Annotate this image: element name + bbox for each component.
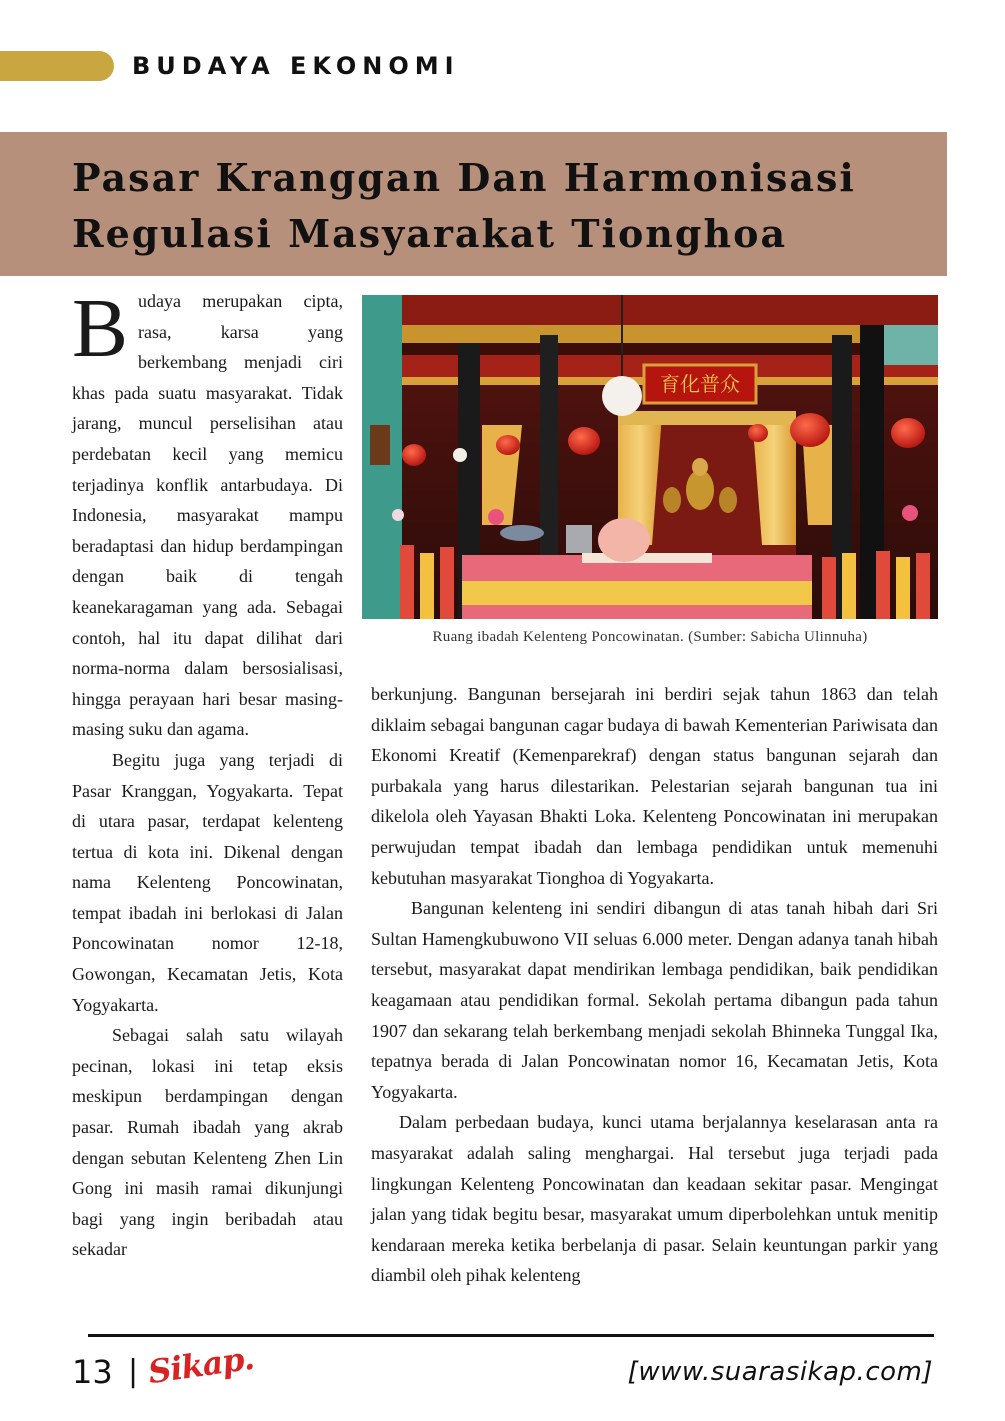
paragraph: Bangunan kelenteng ini sendiri dibangun di atas tanah hibah dari Sri Sultan Hamengkubuwono VII seluas 6.000 meter. Dengan adanya tanah hibah tersebut, masyarakat dapat mendirikan lembaga pendidikan, baik pendidikan keagamaan atau pendidikan formal. Sekolah pertama dibangun pada tahun 1907 dan sekarang telah berkembang menjadi sekolah Bhinneka Tunggal Ika, tepatnya berada di Jalan Poncowinatan nomor 16, Kecamatan Jetis, Kota Yogyakarta. (371, 898, 938, 1102)
article-right-column (371, 679, 938, 1291)
altar-sign-text: 育化普众 (660, 372, 740, 396)
sikap-logo: Sikap. (145, 1338, 256, 1392)
paragraph: berkunjung. Bangunan bersejarah ini berdiri sejak tahun 1863 dan telah diklaim sebagai bangunan cagar budaya di bawah Kementerian Pariwisata dan Ekonomi Kreatif (Kemenparekraf) dengan status bangunan sejarah dan purbakala yang harus dilestarikan. Pelestarian sejarah bangunan tua ini dikelola oleh Yayasan Bhakti Loka. Kelenteng Poncowinatan ini merupakan perwujudan tempat ibadah dan lembaga pendidikan untuk memenuhi kebutuhan masyarakat Tionghoa di Yogyakarta. (371, 684, 938, 888)
section-label: BUDAYA EKONOMI (132, 52, 460, 80)
page-number: 13 (72, 1353, 113, 1391)
paragraph: Begitu juga yang terjadi di Pasar Kranggan, Yogyakarta. Tepat di utara pasar, terdapat kelenteng tertua di kota ini. Dikenal dengan nama Kelenteng Poncowinatan, tempat ibadah ini berlokasi di Jalan Poncowinatan nomor 12-18, Gowongan, Kecamatan Jetis, Kota Yogyakarta. (72, 749, 343, 1015)
article-title-line1: Pasar Kranggan Dan Harmonisasi (72, 155, 856, 200)
article-left-column (72, 282, 343, 1265)
paragraph-text: udaya merupakan cipta, rasa, karsa yang berkembang menjadi ciri khas pada suatu masyarakat. Tidak jarang, muncul perselisihan atau perdebatan kecil yang memicu terjadinya konflik antarbudaya. Di Indonesia, masyarakat mampu beradaptasi dan hidup berdampingan dengan baik di tengah keanekaragaman yang ada. Sebagai contoh, hal itu dapat dilihat dari norma-norma dalam bersosialisasi, hingga perayaan hari besar masing-masing suku dan agama. (72, 291, 343, 740)
article-title (72, 150, 856, 262)
footer-divider (88, 1334, 934, 1337)
photo-caption: Ruang ibadah Kelenteng Poncowinatan. (Sumber: Sabicha Ulinnuha) (432, 629, 868, 645)
paragraph: Dalam perbedaan budaya, kunci utama berjalannya keselarasan anta ra masyarakat adalah saling menghargai. Hal tersebut juga terjadi pada lingkungan Kelenteng Poncowinatan dan keadaan sekitar pasar. Mengingat jalan yang tidak begitu besar, masyarakat umum diperbolehkan untuk menitip kendaraan mereka ketika berbelanja di pasar. Selain keuntungan parkir yang diambil oleh pihak kelenteng (371, 1112, 938, 1286)
paragraph: Sebagai salah satu wilayah pecinan, lokasi ini tetap eksis meskipun berdampingan dengan pasar. Rumah ibadah yang akrab dengan sebutan Kelenteng Zhen Lin Gong ini masih ramai dikunjungi bagi yang ingin beribadah atau sekadar (72, 1025, 343, 1260)
article-title-line2: Regulasi Masyarakat Tionghoa (72, 211, 788, 256)
paragraph (72, 282, 343, 745)
section-accent-bar (0, 51, 114, 81)
footer-separator: | (128, 1354, 139, 1389)
drop-cap: B (72, 282, 129, 375)
website-link[interactable]: [www.suarasikap.com] (627, 1357, 933, 1387)
temple-photo (362, 295, 938, 619)
